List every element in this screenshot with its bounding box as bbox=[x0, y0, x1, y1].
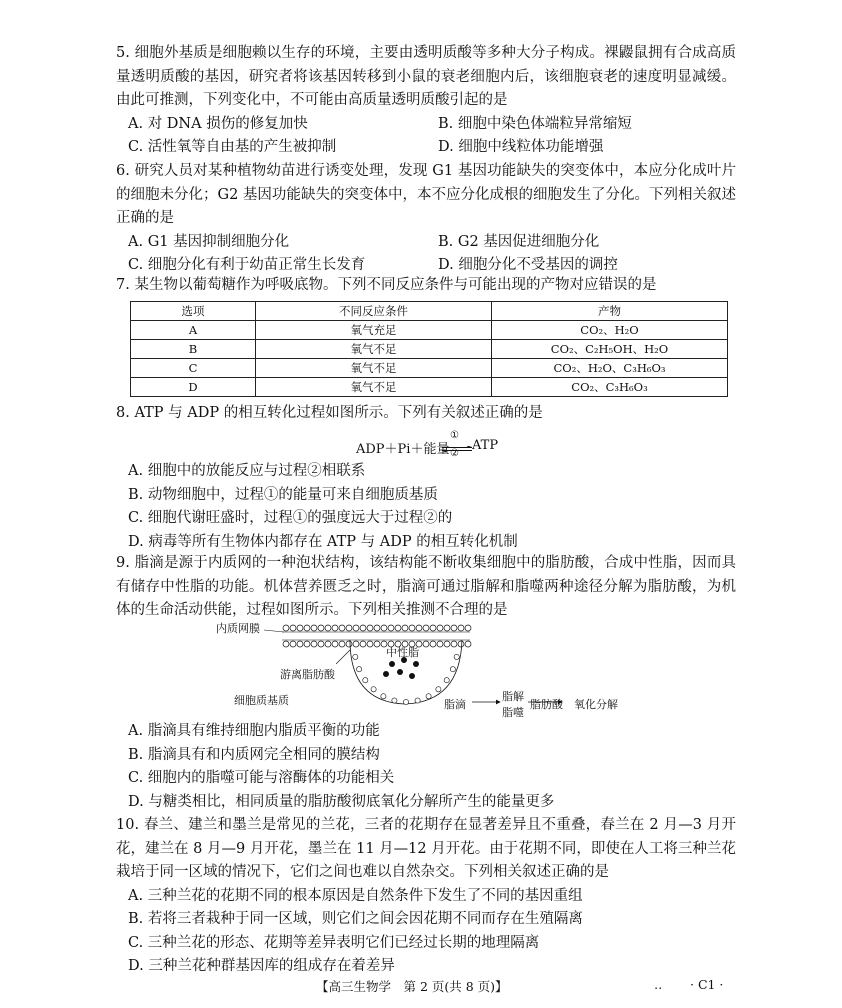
phospholipid-head bbox=[451, 641, 457, 647]
phospholipid-head bbox=[388, 625, 394, 631]
question-5 bbox=[116, 42, 736, 160]
phospholipid-head bbox=[346, 625, 352, 631]
phospholipid-head bbox=[290, 641, 296, 647]
phospholipid-head bbox=[381, 694, 386, 699]
option-c[interactable]: C. 细胞分化有利于幼苗正常生长发育 bbox=[128, 257, 366, 273]
phospholipid-head bbox=[416, 625, 422, 631]
phospholipid-head bbox=[465, 625, 471, 631]
phospholipid-head bbox=[458, 641, 464, 647]
equation-process-1: ① bbox=[450, 430, 459, 441]
phospholipid-head bbox=[444, 678, 449, 683]
fatty-acid-label: 脂肪酸 bbox=[530, 698, 563, 711]
phospholipid-head bbox=[283, 625, 289, 631]
page-footer: 【高三生物学 第 2 页(共 8 页)】 bbox=[316, 979, 508, 994]
table-row bbox=[131, 340, 728, 359]
phospholipid-head bbox=[297, 625, 303, 631]
phospholipid-head bbox=[318, 625, 324, 631]
phospholipid-head bbox=[290, 625, 296, 631]
phospholipid-head bbox=[454, 654, 459, 659]
phospholipid-head bbox=[367, 641, 373, 647]
option-a[interactable]: A. G1 基因抑制细胞分化 bbox=[128, 233, 290, 250]
phospholipid-head bbox=[458, 625, 464, 631]
option-d[interactable]: D. 三种兰花种群基因库的组成存在着差异 bbox=[128, 958, 395, 974]
option-b[interactable]: B. 脂滴具有和内质网完全相同的膜结构 bbox=[128, 746, 380, 763]
option-a[interactable]: A. 脂滴具有维持细胞内脂质平衡的功能 bbox=[128, 723, 380, 739]
cytoplasm-label: 细胞质基质 bbox=[234, 694, 289, 707]
table-header: 不同反应条件 bbox=[256, 302, 492, 321]
phospholipid-head bbox=[437, 641, 443, 647]
phospholipid-head bbox=[444, 641, 450, 647]
option-c[interactable]: C. 三种兰花的形态、花期等差异表明它们已经过长期的地理隔离 bbox=[128, 934, 540, 951]
droplet-label: 脂滴 bbox=[444, 698, 466, 711]
option-b[interactable]: B. 若将三者栽种于同一区域，则它们之间会因花期不同而存在生殖隔离 bbox=[128, 911, 583, 927]
phospholipid-head bbox=[403, 699, 408, 704]
atp-adp-equation bbox=[356, 432, 516, 462]
table-cell: 氧气不足 bbox=[256, 340, 492, 359]
question-6-options bbox=[116, 231, 736, 278]
phospholipid-head bbox=[415, 698, 420, 703]
table-cell: CO₂、C₃H₆O₃ bbox=[492, 378, 728, 397]
footer-code: · C1 · bbox=[690, 977, 724, 992]
option-c[interactable]: C. 细胞内的脂噬可能与溶酶体的功能相关 bbox=[128, 770, 395, 786]
free-fatty-acid-label: 游离脂肪酸 bbox=[280, 668, 335, 681]
phospholipid-head bbox=[297, 641, 303, 647]
option-b[interactable]: B. 动物细胞中，过程①的能量可来自细胞质基质 bbox=[128, 486, 438, 503]
table-header: 选项 bbox=[131, 302, 256, 321]
phospholipid-head bbox=[371, 687, 376, 692]
option-d[interactable]: D. 病毒等所有生物体内都存在 ATP 与 ADP 的相互转化机制 bbox=[128, 533, 518, 550]
phospholipid-head bbox=[311, 641, 317, 647]
phospholipid-head bbox=[318, 641, 324, 647]
question-10-options bbox=[116, 885, 736, 979]
table-cell: C bbox=[131, 359, 256, 378]
table-cell: CO₂、C₂H₅OH、H₂O bbox=[492, 340, 728, 359]
phospholipid-head bbox=[374, 641, 380, 647]
table-cell: B bbox=[131, 340, 256, 359]
phospholipid-head bbox=[339, 625, 345, 631]
phospholipid-head bbox=[283, 641, 289, 647]
phospholipid-head bbox=[357, 667, 362, 672]
table-row bbox=[131, 321, 728, 340]
question-7-stem: 7. 某生物以葡萄糖作为呼吸底物。下列不同反应条件与可能出现的产物对应错误的是 bbox=[116, 277, 657, 293]
phospholipid-head bbox=[332, 641, 338, 647]
phospholipid-head bbox=[392, 698, 397, 703]
phospholipid-head bbox=[353, 654, 358, 659]
phospholipid-head bbox=[325, 641, 331, 647]
table-header: 产物 bbox=[492, 302, 728, 321]
phospholipid-head bbox=[409, 625, 415, 631]
table-cell: CO₂、H₂O bbox=[492, 321, 728, 340]
option-b[interactable]: B. 细胞中染色体端粒异常缩短 bbox=[438, 115, 632, 132]
phospholipid-head bbox=[437, 625, 443, 631]
neutral-fat-label: 中性脂 bbox=[386, 646, 419, 659]
question-8-options bbox=[116, 460, 736, 554]
question-5-options bbox=[116, 113, 736, 160]
phospholipid-head bbox=[423, 625, 429, 631]
phospholipid-head bbox=[311, 625, 317, 631]
question-9 bbox=[116, 552, 736, 623]
table-row bbox=[131, 378, 728, 397]
option-c[interactable]: C. 细胞代谢旺盛时，过程①的强度远大于过程②的 bbox=[128, 510, 453, 526]
phospholipid-head bbox=[332, 625, 338, 631]
question-6 bbox=[116, 160, 736, 278]
table-cell: 氧气不足 bbox=[256, 359, 492, 378]
phospholipid-head bbox=[325, 625, 331, 631]
phospholipid-head bbox=[395, 625, 401, 631]
option-d[interactable]: D. 与糖类相比，相同质量的脂肪酸彻底氧化分解所产生的能量更多 bbox=[128, 793, 555, 810]
lipid-droplet-diagram bbox=[200, 622, 640, 722]
lipolysis-label: 脂解 bbox=[502, 690, 524, 703]
option-a[interactable]: A. 细胞中的放能反应与过程②相联系 bbox=[128, 463, 366, 479]
footer-dots: ‥ bbox=[654, 977, 663, 992]
question-8 bbox=[116, 402, 736, 426]
phospholipid-head bbox=[444, 625, 450, 631]
table-cell: D bbox=[131, 378, 256, 397]
question-10-stem: 10. 春兰、建兰和墨兰是常见的兰花，三者的花期存在显著差异且不重叠，春兰在 2 月—3 月开花，建兰在 8 月—9 月开花，墨兰在 11 月—12 月开花。由于花期不同，即使在人工将三种兰花栽培于同一区域的情况下，它们之间也难以自然杂交。下列相关叙述正确的是 bbox=[116, 817, 736, 880]
question-9-options bbox=[116, 720, 736, 814]
table-cell: CO₂、H₂O、C₃H₆O₃ bbox=[492, 359, 728, 378]
phospholipid-head bbox=[353, 641, 359, 647]
table-row bbox=[131, 359, 728, 378]
phospholipid-head bbox=[402, 625, 408, 631]
phospholipid-head bbox=[363, 678, 368, 683]
phospholipid-head bbox=[430, 641, 436, 647]
phospholipid-head bbox=[339, 641, 345, 647]
phospholipid-head bbox=[304, 625, 310, 631]
table-header-row bbox=[131, 302, 728, 321]
phospholipid-head bbox=[436, 687, 441, 692]
phospholipid-head bbox=[360, 641, 366, 647]
question-9-stem: 9. 脂滴是源于内质网的一种泡状结构，该结构能不断收集细胞中的脂肪酸，合成中性脂，因而具有储存中性脂的功能。机体营养匮乏之时，脂滴可通过脂解和脂噬两种途径分解为脂肪酸，为机体的生命活动供能，过程如图所示。下列相关推测不合理的是 bbox=[116, 555, 736, 618]
phospholipid-head bbox=[374, 625, 380, 631]
phospholipid-head bbox=[465, 641, 471, 647]
question-10 bbox=[116, 814, 736, 979]
er-membrane-label: 内质网膜 bbox=[216, 622, 260, 635]
equation-left: ADP＋Pi＋能量 bbox=[356, 442, 450, 457]
phospholipid-head bbox=[367, 625, 373, 631]
phospholipid-head bbox=[346, 641, 352, 647]
equation-right: ATP bbox=[472, 438, 499, 453]
phospholipid-head bbox=[430, 625, 436, 631]
option-a[interactable]: A. 三种兰花的花期不同的根本原因是自然条件下发生了不同的基因重组 bbox=[128, 887, 583, 904]
phospholipid-head bbox=[450, 667, 455, 672]
option-a[interactable]: A. 对 DNA 损伤的修复加快 bbox=[128, 115, 308, 132]
question-6-stem: 6. 研究人员对某种植物幼苗进行诱变处理，发现 G1 基因功能缺失的突变体中，本应分化成叶片的细胞未分化；G2 基因功能缺失的突变体中，本不应分化成根的细胞发生了分化。下列相关叙述正确的是 bbox=[116, 163, 736, 226]
option-c[interactable]: C. 活性氧等自由基的产生被抑制 bbox=[128, 139, 337, 155]
option-d[interactable]: D. 细胞中线粒体功能增强 bbox=[438, 139, 604, 155]
phospholipid-head bbox=[451, 625, 457, 631]
question-7 bbox=[116, 274, 736, 298]
phospholipid-head bbox=[426, 694, 431, 699]
option-b[interactable]: B. G2 基因促进细胞分化 bbox=[438, 233, 600, 250]
phospholipid-head bbox=[360, 625, 366, 631]
equation-process-2: ② bbox=[450, 448, 459, 459]
question-5-stem: 5. 细胞外基质是细胞赖以生存的环境，主要由透明质酸等多种大分子构成。裸鼹鼠拥有合成高质量透明质酸的基因，研究者将该基因转移到小鼠的衰老细胞内后，该细胞衰老的速度明显减缓。由此可推测，下列变化中，不可能由高质量透明质酸引起的是 bbox=[116, 45, 736, 108]
phospholipid-head bbox=[423, 641, 429, 647]
phospholipid-head bbox=[304, 641, 310, 647]
oxidation-label: 氧化分解 bbox=[574, 698, 618, 711]
lipophagy-label: 脂噬 bbox=[502, 706, 524, 719]
question-7-table bbox=[130, 301, 728, 397]
table-cell: A bbox=[131, 321, 256, 340]
table-cell: 氧气充足 bbox=[256, 321, 492, 340]
option-d[interactable]: D. 细胞分化不受基因的调控 bbox=[438, 257, 618, 273]
phospholipid-head bbox=[381, 625, 387, 631]
question-8-stem: 8. ATP 与 ADP 的相互转化过程如图所示。下列有关叙述正确的是 bbox=[116, 405, 543, 421]
table-cell: 氧气不足 bbox=[256, 378, 492, 397]
phospholipid-head bbox=[353, 625, 359, 631]
